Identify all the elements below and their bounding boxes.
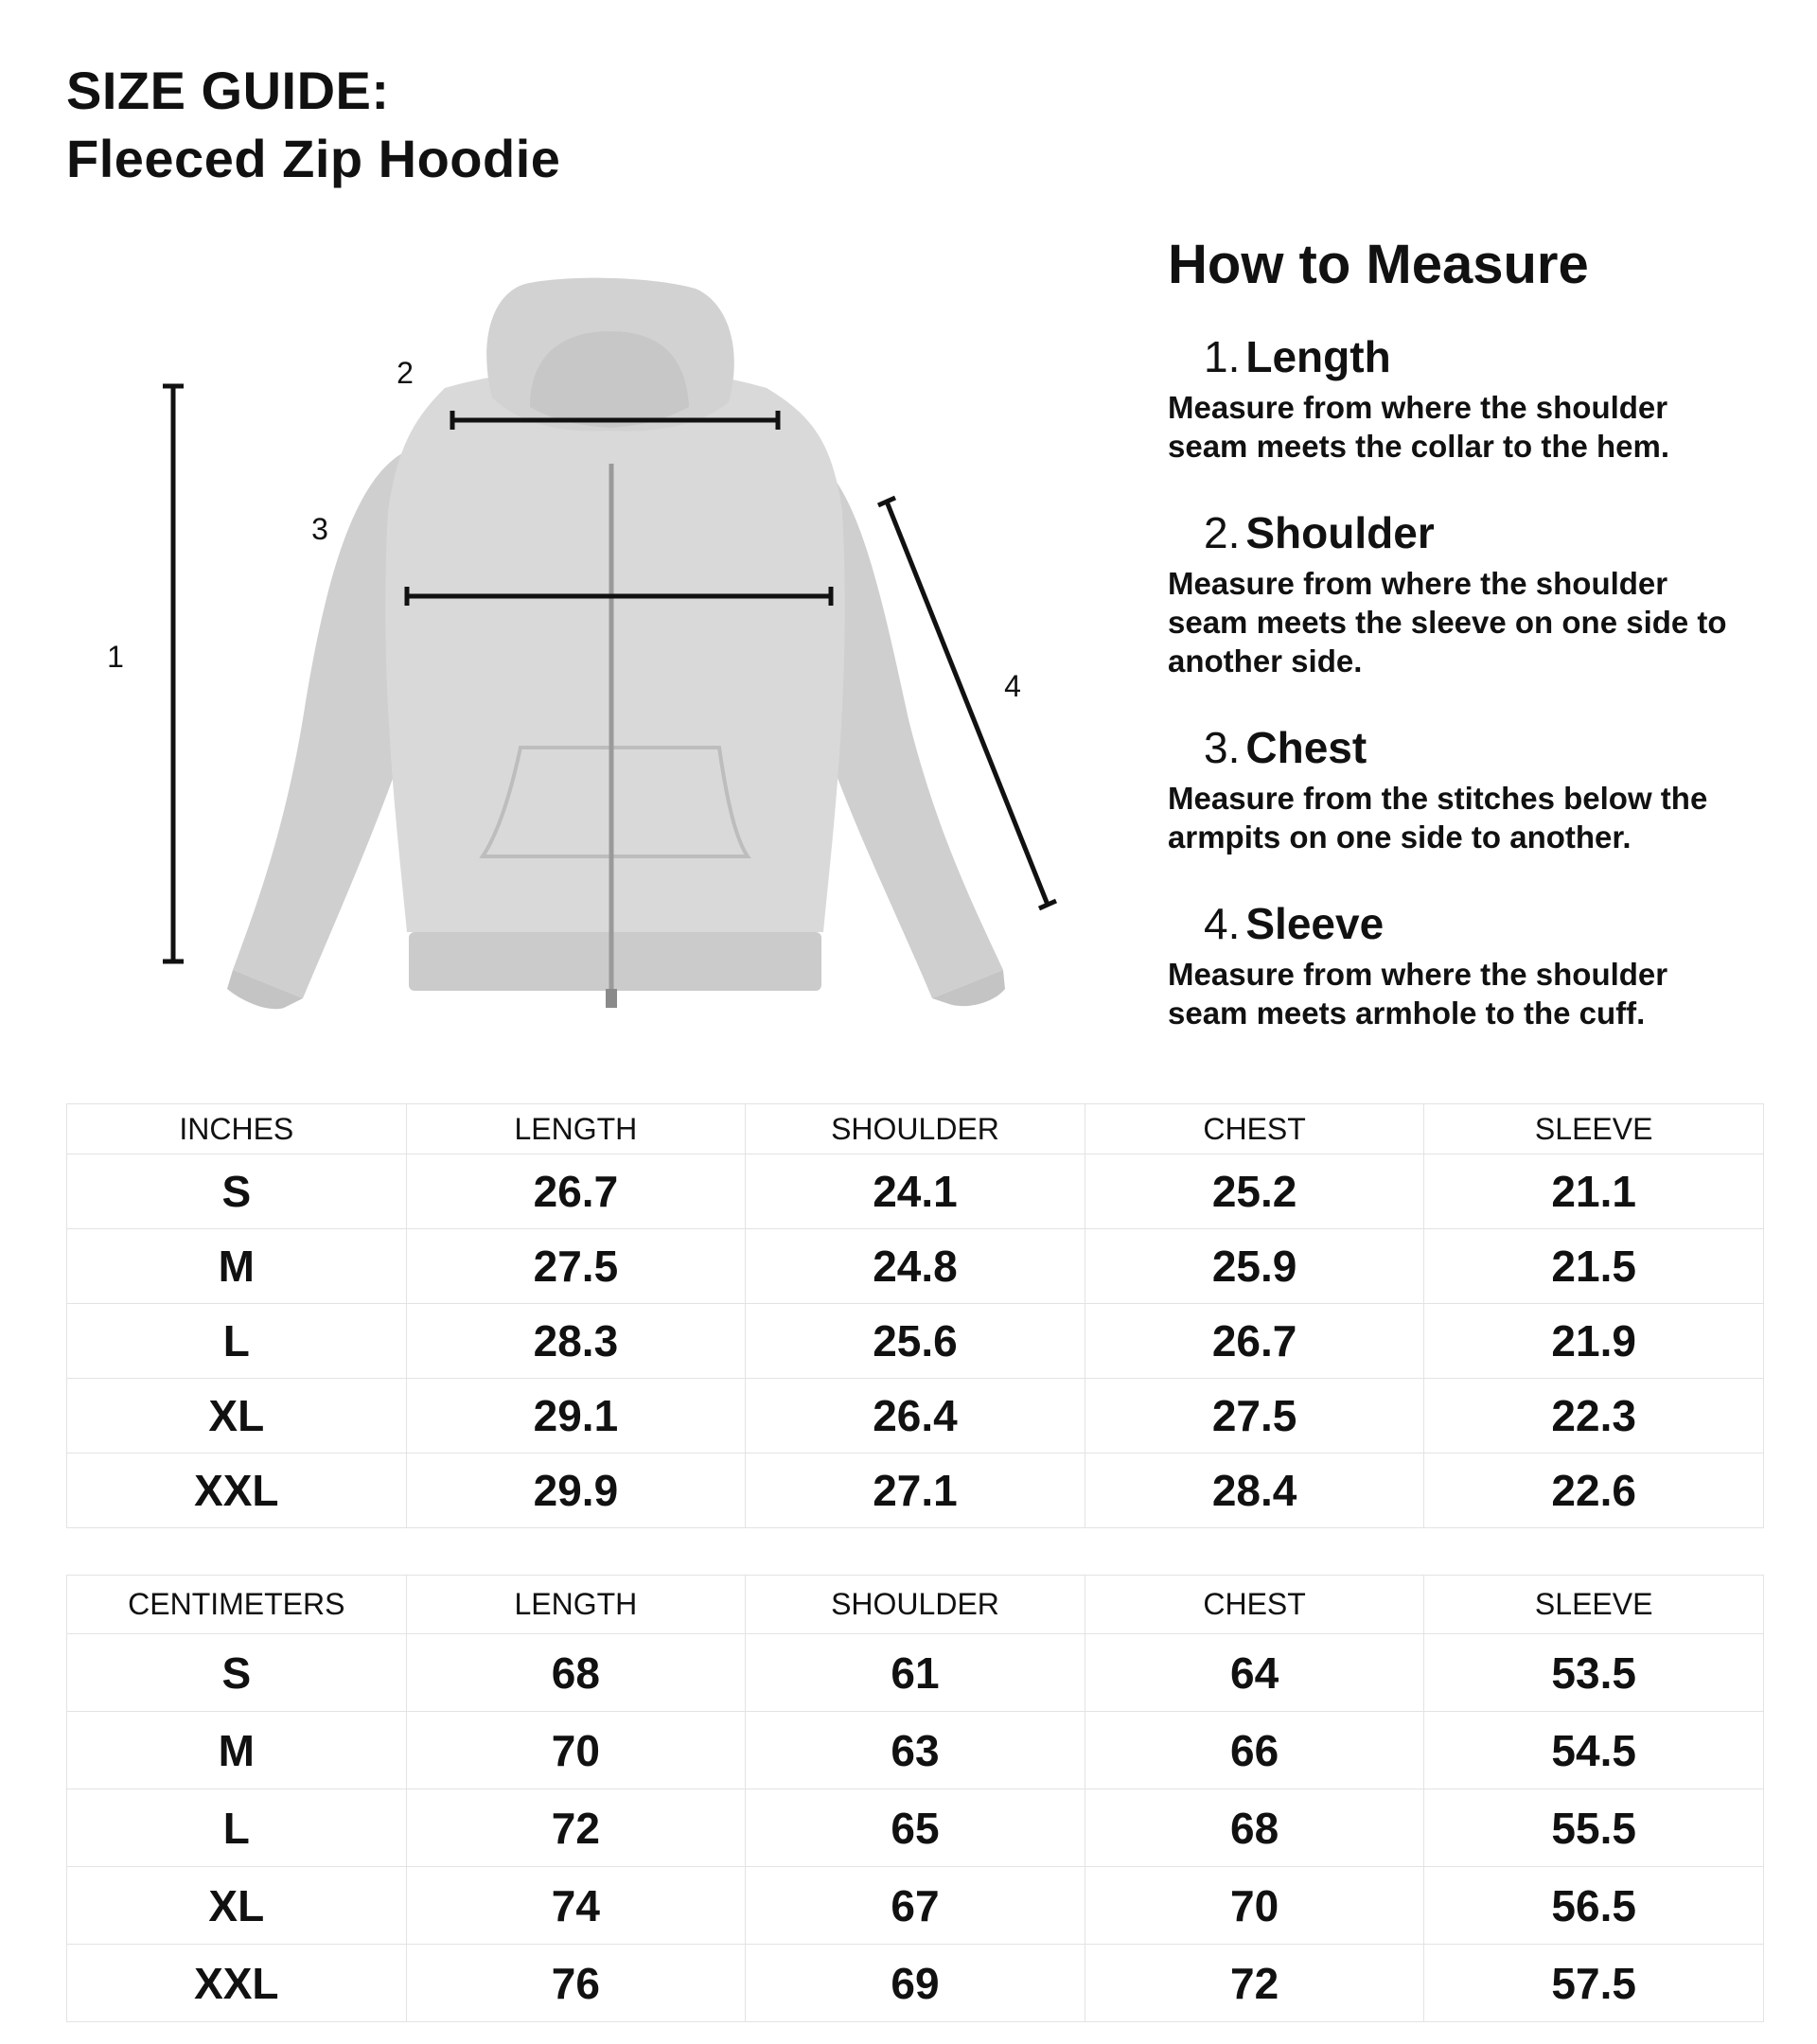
column-header: SHOULDER	[746, 1576, 1085, 1634]
step-description: Measure from where the shoulder seam meets the sleeve on one side to another side.	[1168, 566, 1727, 678]
table-cell: 26.4	[746, 1379, 1085, 1454]
step-title: Length	[1245, 332, 1391, 381]
table-cell: 66	[1085, 1712, 1424, 1789]
step-description: Measure from where the shoulder seam meets armhole to the cuff.	[1168, 957, 1668, 1031]
hoodie-illustration	[227, 278, 1005, 1010]
table-cell: XL	[67, 1379, 407, 1454]
column-header: CENTIMETERS	[67, 1576, 407, 1634]
table-cell: 22.3	[1424, 1379, 1764, 1454]
table-cell: 26.7	[1085, 1304, 1424, 1379]
table-cell: XL	[67, 1867, 407, 1945]
table-cell: M	[67, 1712, 407, 1789]
step-length	[1168, 329, 1773, 466]
table-cell: L	[67, 1304, 407, 1379]
hoodie-figure	[0, 227, 1136, 1041]
table-cell: 70	[1085, 1867, 1424, 1945]
table-cell: M	[67, 1229, 407, 1304]
table-cell: 76	[406, 1945, 746, 2022]
page-title	[66, 57, 560, 193]
table-row	[67, 1712, 1764, 1789]
table-row	[67, 1789, 1764, 1867]
table-row	[67, 1304, 1764, 1379]
table-row	[67, 1229, 1764, 1304]
table-cell: 28.3	[406, 1304, 746, 1379]
table-cell: 24.1	[746, 1154, 1085, 1229]
table-cell: 21.1	[1424, 1154, 1764, 1229]
table-cell: 25.2	[1085, 1154, 1424, 1229]
table-row	[67, 1154, 1764, 1229]
table-cell: 28.4	[1085, 1454, 1424, 1528]
table-cell: 26.7	[406, 1154, 746, 1229]
column-header: SLEEVE	[1424, 1576, 1764, 1634]
title-line-1: SIZE GUIDE:	[66, 61, 390, 120]
step-title: Chest	[1245, 723, 1367, 772]
step-title: Shoulder	[1245, 508, 1435, 557]
table-cell: 68	[406, 1634, 746, 1712]
table-row	[67, 1454, 1764, 1528]
column-header: SLEEVE	[1424, 1104, 1764, 1154]
table-cell: 61	[746, 1634, 1085, 1712]
table-cell: 68	[1085, 1789, 1424, 1867]
table-cell: 67	[746, 1867, 1085, 1945]
marker-3: 3	[311, 512, 328, 546]
inches-size-table	[66, 1103, 1764, 1528]
hem-band	[409, 932, 821, 991]
table-cell: 25.6	[746, 1304, 1085, 1379]
table-cell: 29.9	[406, 1454, 746, 1528]
hoodie-body	[385, 368, 844, 932]
table-row	[67, 1867, 1764, 1945]
column-header: LENGTH	[406, 1576, 746, 1634]
table-row	[67, 1945, 1764, 2022]
table-cell: 70	[406, 1712, 746, 1789]
step-description: Measure from the stitches below the armpits on one side to another.	[1168, 781, 1708, 855]
how-to-measure-heading: How to Measure	[1168, 234, 1589, 295]
step-title: Sleeve	[1245, 899, 1385, 948]
how-to-measure	[1168, 227, 1773, 1072]
table-cell: 25.9	[1085, 1229, 1424, 1304]
zipper-pull	[606, 989, 617, 1008]
table-cell: 27.5	[1085, 1379, 1424, 1454]
table-cell: XXL	[67, 1454, 407, 1528]
table-cell: 22.6	[1424, 1454, 1764, 1528]
step-chest	[1168, 720, 1773, 856]
step-number: 2.	[1204, 508, 1241, 557]
centimeters-size-table	[66, 1575, 1764, 2022]
step-description: Measure from where the shoulder seam meets the collar to the hem.	[1168, 390, 1670, 464]
marker-1: 1	[107, 640, 124, 674]
step-sleeve	[1168, 896, 1773, 1032]
step-number: 4.	[1204, 899, 1241, 948]
table-cell: 54.5	[1424, 1712, 1764, 1789]
length-measure	[163, 386, 184, 961]
table-cell: 24.8	[746, 1229, 1085, 1304]
table-cell: 56.5	[1424, 1867, 1764, 1945]
step-number: 3.	[1204, 723, 1241, 772]
table-cell: 63	[746, 1712, 1085, 1789]
table-cell: 53.5	[1424, 1634, 1764, 1712]
table-cell: 72	[1085, 1945, 1424, 2022]
column-header: SHOULDER	[746, 1104, 1085, 1154]
table-cell: 74	[406, 1867, 746, 1945]
table-header-row	[67, 1576, 1764, 1634]
table-cell: XXL	[67, 1945, 407, 2022]
step-shoulder	[1168, 505, 1773, 680]
hoodie-diagram	[0, 227, 1136, 1041]
table-cell: 27.5	[406, 1229, 746, 1304]
column-header: INCHES	[67, 1104, 407, 1154]
title-line-2: Fleeced Zip Hoodie	[66, 129, 561, 188]
table-cell: 27.1	[746, 1454, 1085, 1528]
table-cell: 65	[746, 1789, 1085, 1867]
table-cell: S	[67, 1154, 407, 1229]
marker-2: 2	[397, 356, 414, 390]
table-cell: 57.5	[1424, 1945, 1764, 2022]
table-cell: 72	[406, 1789, 746, 1867]
table-header-row	[67, 1104, 1764, 1154]
column-header: LENGTH	[406, 1104, 746, 1154]
table-cell: S	[67, 1634, 407, 1712]
column-header: CHEST	[1085, 1576, 1424, 1634]
table-row	[67, 1379, 1764, 1454]
table-cell: 64	[1085, 1634, 1424, 1712]
marker-4: 4	[1004, 669, 1021, 703]
column-header: CHEST	[1085, 1104, 1424, 1154]
table-cell: 69	[746, 1945, 1085, 2022]
table-cell: L	[67, 1789, 407, 1867]
table-cell: 29.1	[406, 1379, 746, 1454]
table-row	[67, 1634, 1764, 1712]
table-cell: 21.5	[1424, 1229, 1764, 1304]
step-number: 1.	[1204, 332, 1241, 381]
table-cell: 21.9	[1424, 1304, 1764, 1379]
table-cell: 55.5	[1424, 1789, 1764, 1867]
